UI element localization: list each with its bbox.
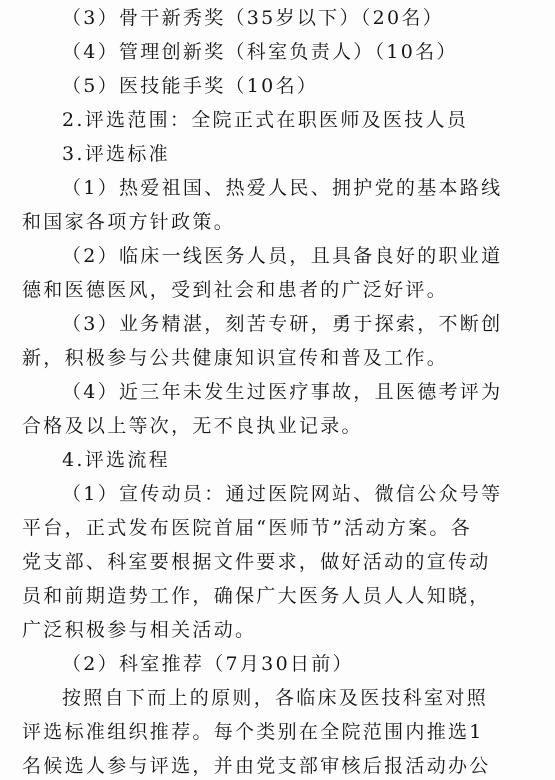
process-1-line-3: 党支部、科室要根据文件要求，做好活动的宣传动: [22, 551, 491, 573]
process-1-line-5: 广泛积极参与相关活动。: [22, 619, 257, 641]
process-2-heading: （2）科室推荐（7月30日前）: [62, 653, 354, 675]
criteria-1-line-2: 和国家各项方针政策。: [22, 211, 236, 233]
section-heading-scope: 2.评选范围：全院正式在职医师及医技人员: [62, 109, 469, 131]
award-item-5: （5）医技能手奖（10名）: [62, 75, 319, 97]
section-heading-criteria: 3.评选标准: [62, 143, 170, 165]
criteria-2-line-2: 德和医德医风，受到社会和患者的广泛好评。: [22, 279, 449, 301]
criteria-4-line-1: （4）近三年未发生过医疗事故，且医德考评为: [62, 381, 503, 403]
process-1-line-2: 平台，正式发布医院首届“医师节”活动方案。各: [22, 517, 473, 539]
process-2-line-1: 按照自下而上的原则，各临床及医技科室对照: [62, 687, 489, 709]
process-1-line-1: （1）宣传动员：通过医院网站、微信公众号等: [62, 483, 503, 505]
award-item-4: （4）管理创新奖（科室负责人）（10名）: [62, 41, 458, 63]
award-item-3: （3）骨干新秀奖（35岁以下）（20名）: [62, 7, 444, 29]
criteria-4-line-2: 合格及以上等次，无不良执业记录。: [22, 415, 363, 437]
criteria-3-line-2: 新，积极参与公共健康知识宣传和普及工作。: [22, 347, 449, 369]
criteria-3-line-1: （3）业务精湛，刻苦专研，勇于探索，不断创: [62, 313, 503, 335]
section-heading-process: 4.评选流程: [62, 449, 170, 471]
criteria-1-line-1: （1）热爱祖国、热爱人民、拥护党的基本路线: [62, 177, 503, 199]
criteria-2-line-1: （2）临床一线医务人员，且具备良好的职业道: [62, 245, 503, 267]
process-2-line-3: 名候选人参与评选，并由党支部审核后报活动办公: [22, 755, 491, 777]
process-2-line-2: 评选标准组织推荐。每个类别在全院范围内推选1: [22, 721, 484, 743]
process-1-line-4: 员和前期造势工作，确保广大医务人员人人知晓，: [22, 585, 491, 607]
